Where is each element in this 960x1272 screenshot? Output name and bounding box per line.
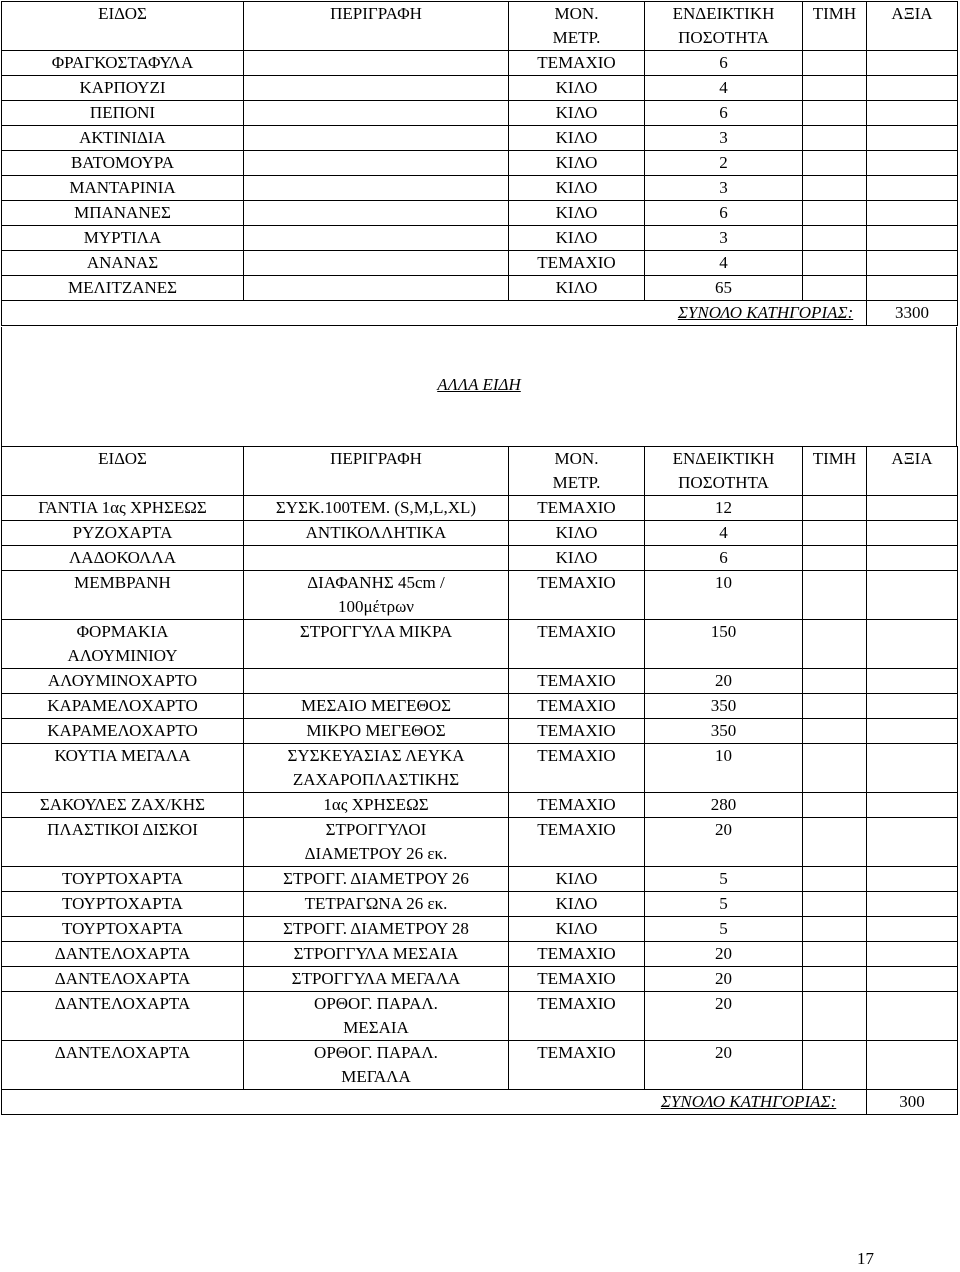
description-cell [244,151,509,176]
price-cell [803,694,867,719]
value-cell [867,669,958,694]
other-items-table [1,446,958,1115]
description-cell: ΣΤΡΟΓΓ. ΔΙΑΜΕΤΡΟΥ 26 [244,867,509,892]
item-cell: ΜΕΜΒΡΑΝΗ [2,571,244,620]
quantity-cell: 20 [645,669,803,694]
item-cell: ΠΛΑΣΤΙΚΟΙ ΔΙΣΚΟΙ [2,818,244,867]
price-cell [803,51,867,76]
table-row [2,719,958,744]
header-description: ΠΕΡΙΓΡΑΦΗ [244,2,509,51]
unit-cell: ΤΕΜΑΧΙΟ [509,571,645,620]
unit-cell: ΤΕΜΑΧΙΟ [509,992,645,1041]
price-cell [803,744,867,793]
item-cell: ΓΑΝΤΙΑ 1ας ΧΡΗΣΕΩΣ [2,496,244,521]
quantity-cell: 20 [645,818,803,867]
quantity-cell: 4 [645,521,803,546]
unit-cell: ΚΙΛΟ [509,126,645,151]
item-cell: ΚΑΡΑΜΕΛΟΧΑΡΤΟ [2,694,244,719]
value-cell [867,496,958,521]
header-value: ΑΞΙΑ [867,2,958,51]
unit-cell: ΚΙΛΟ [509,151,645,176]
description-cell: 1ας ΧΡΗΣΕΩΣ [244,793,509,818]
header-item: ΕΙΔΟΣ [2,447,244,496]
table-row [2,917,958,942]
price-cell [803,251,867,276]
price-cell [803,496,867,521]
description-cell [244,201,509,226]
price-cell [803,276,867,301]
quantity-cell: 65 [645,276,803,301]
category-total-row [2,1090,958,1115]
value-cell [867,744,958,793]
item-cell: ΠΕΠΟΝΙ [2,101,244,126]
section-title: ΑΛΛΑ ΕΙΔΗ [437,375,521,394]
item-cell: ΔΑΝΤΕΛΟΧΑΡΤΑ [2,992,244,1041]
quantity-cell: 20 [645,1041,803,1090]
value-cell [867,1041,958,1090]
description-cell [244,669,509,694]
item-cell: ΑΛΟΥΜΙΝΟΧΑΡΤΟ [2,669,244,694]
table-row [2,101,958,126]
table-row [2,51,958,76]
header-value: ΑΞΙΑ [867,447,958,496]
value-cell [867,201,958,226]
price-cell [803,867,867,892]
total-label-cell [2,1090,867,1115]
quantity-cell: 4 [645,76,803,101]
quantity-cell: 350 [645,719,803,744]
page-number: 17 [857,1249,874,1268]
unit-cell: ΤΕΜΑΧΙΟ [509,719,645,744]
table-row [2,521,958,546]
price-cell [803,719,867,744]
item-cell: ΡΥΖΟΧΑΡΤΑ [2,521,244,546]
table-row [2,201,958,226]
price-cell [803,126,867,151]
table-row [2,992,958,1041]
value-cell [867,176,958,201]
item-cell: ΔΑΝΤΕΛΟΧΑΡΤΑ [2,1041,244,1090]
header-quantity: ΕΝΔΕΙΚΤΙΚΗ ΠΟΣΟΤΗΤΑ [645,447,803,496]
price-cell [803,818,867,867]
quantity-cell: 5 [645,917,803,942]
quantity-cell: 20 [645,967,803,992]
table-row [2,571,958,620]
value-cell [867,571,958,620]
item-cell: ΦΡΑΓΚΟΣΤΑΦΥΛΑ [2,51,244,76]
quantity-cell: 20 [645,942,803,967]
fruits-table [1,1,958,326]
unit-cell: ΚΙΛΟ [509,546,645,571]
item-cell: ΒΑΤΟΜΟΥΡΑ [2,151,244,176]
price-cell [803,793,867,818]
item-cell: ΚΑΡΑΜΕΛΟΧΑΡΤΟ [2,719,244,744]
description-cell [244,76,509,101]
header-quantity: ΕΝΔΕΙΚΤΙΚΗ ΠΟΣΟΤΗΤΑ [645,2,803,51]
value-cell [867,276,958,301]
table-row [2,818,958,867]
description-cell: ΣΤΡΟΓΓΥΛΟΙ ΔΙΑΜΕΤΡΟΥ 26 εκ. [244,818,509,867]
item-cell: ΤΟΥΡΤΟΧΑΡΤΑ [2,892,244,917]
quantity-cell: 10 [645,571,803,620]
description-cell: ΟΡΘΟΓ. ΠΑΡΑΛ. ΜΕΣΑΙΑ [244,992,509,1041]
table-row [2,620,958,669]
table-row [2,546,958,571]
table-row [2,226,958,251]
price-cell [803,1041,867,1090]
unit-cell: ΚΙΛΟ [509,917,645,942]
unit-cell: ΤΕΜΑΧΙΟ [509,818,645,867]
table-row [2,276,958,301]
description-cell [244,251,509,276]
unit-cell: ΚΙΛΟ [509,201,645,226]
value-cell [867,867,958,892]
quantity-cell: 3 [645,176,803,201]
description-cell: ΣΤΡΟΓΓΥΛΑ ΜΕΓΑΛΑ [244,967,509,992]
item-cell: ΔΑΝΤΕΛΟΧΑΡΤΑ [2,967,244,992]
table-row [2,942,958,967]
table-header-row [2,447,958,496]
table-row [2,176,958,201]
description-cell [244,226,509,251]
price-cell [803,620,867,669]
value-cell [867,226,958,251]
price-cell [803,201,867,226]
unit-cell: ΚΙΛΟ [509,101,645,126]
total-label: ΣΥΝΟΛΟ ΚΑΤΗΓΟΡΙΑΣ: [660,1092,837,1111]
total-value: 3300 [867,301,958,326]
item-cell: ΤΟΥΡΤΟΧΑΡΤΑ [2,917,244,942]
item-cell: ΛΑΔΟΚΟΛΛΑ [2,546,244,571]
price-cell [803,892,867,917]
description-cell: ΜΙΚΡΟ ΜΕΓΕΘΟΣ [244,719,509,744]
price-cell [803,176,867,201]
table-row [2,669,958,694]
unit-cell: ΚΙΛΟ [509,76,645,101]
quantity-cell: 6 [645,101,803,126]
value-cell [867,917,958,942]
unit-cell: ΤΕΜΑΧΙΟ [509,942,645,967]
table-row [2,1041,958,1090]
value-cell [867,101,958,126]
item-cell: ΚΑΡΠΟΥΖΙ [2,76,244,101]
value-cell [867,620,958,669]
description-cell: ΣΥΣΚ.100ΤΕΜ. (S,M,L,XL) [244,496,509,521]
quantity-cell: 280 [645,793,803,818]
quantity-cell: 6 [645,546,803,571]
price-cell [803,992,867,1041]
value-cell [867,251,958,276]
value-cell [867,126,958,151]
item-cell: ΑΝΑΝΑΣ [2,251,244,276]
unit-cell: ΤΕΜΑΧΙΟ [509,496,645,521]
unit-cell: ΚΙΛΟ [509,276,645,301]
price-cell [803,546,867,571]
description-cell: ΤΕΤΡΑΓΩΝΑ 26 εκ. [244,892,509,917]
total-label: ΣΥΝΟΛΟ ΚΑΤΗΓΟΡΙΑΣ: [677,303,854,322]
unit-cell: ΤΕΜΑΧΙΟ [509,967,645,992]
price-cell [803,76,867,101]
table-row [2,892,958,917]
unit-cell: ΤΕΜΑΧΙΟ [509,669,645,694]
value-cell [867,694,958,719]
item-cell: ΜΥΡΤΙΛΑ [2,226,244,251]
header-description: ΠΕΡΙΓΡΑΦΗ [244,447,509,496]
item-cell: ΔΑΝΤΕΛΟΧΑΡΤΑ [2,942,244,967]
unit-cell: ΤΕΜΑΧΙΟ [509,744,645,793]
price-cell [803,101,867,126]
unit-cell: ΚΙΛΟ [509,521,645,546]
value-cell [867,793,958,818]
table-header-row [2,2,958,51]
quantity-cell: 2 [645,151,803,176]
price-cell [803,521,867,546]
value-cell [867,992,958,1041]
value-cell [867,719,958,744]
value-cell [867,151,958,176]
table-row [2,793,958,818]
item-cell: ΤΟΥΡΤΟΧΑΡΤΑ [2,867,244,892]
value-cell [867,892,958,917]
value-cell [867,818,958,867]
unit-cell: ΚΙΛΟ [509,226,645,251]
quantity-cell: 350 [645,694,803,719]
table-row [2,967,958,992]
header-item: ΕΙΔΟΣ [2,2,244,51]
description-cell: ΔΙΑΦΑΝΗΣ 45cm / 100μέτρων [244,571,509,620]
unit-cell: ΤΕΜΑΧΙΟ [509,1041,645,1090]
description-cell [244,51,509,76]
unit-cell: ΤΕΜΑΧΙΟ [509,251,645,276]
price-cell [803,571,867,620]
quantity-cell: 6 [645,51,803,76]
table-row [2,251,958,276]
table-row [2,76,958,101]
unit-cell: ΚΙΛΟ [509,867,645,892]
quantity-cell: 10 [645,744,803,793]
header-unit: ΜΟΝ. ΜΕΤΡ. [509,2,645,51]
quantity-cell: 12 [645,496,803,521]
description-cell [244,546,509,571]
price-cell [803,942,867,967]
description-cell: ΜΕΣΑΙΟ ΜΕΓΕΘΟΣ [244,694,509,719]
description-cell [244,276,509,301]
item-cell: ΑΚΤΙΝΙΔΙΑ [2,126,244,151]
unit-cell: ΤΕΜΑΧΙΟ [509,694,645,719]
price-cell [803,669,867,694]
header-unit: ΜΟΝ. ΜΕΤΡ. [509,447,645,496]
unit-cell: ΤΕΜΑΧΙΟ [509,793,645,818]
description-cell: ΣΤΡΟΓΓΥΛΑ ΜΕΣΑΙΑ [244,942,509,967]
table-row [2,151,958,176]
quantity-cell: 5 [645,892,803,917]
value-cell [867,521,958,546]
description-cell [244,101,509,126]
price-cell [803,967,867,992]
quantity-cell: 150 [645,620,803,669]
category-total-row [2,301,958,326]
item-cell: ΜΑΝΤΑΡΙΝΙΑ [2,176,244,201]
item-cell: ΜΕΛΙΤΖΑΝΕΣ [2,276,244,301]
unit-cell: ΚΙΛΟ [509,176,645,201]
price-cell [803,917,867,942]
price-cell [803,151,867,176]
value-cell [867,942,958,967]
description-cell: ΣΥΣΚΕΥΑΣΙΑΣ ΛΕΥΚΑ ΖΑΧΑΡΟΠΛΑΣΤΙΚΗΣ [244,744,509,793]
quantity-cell: 20 [645,992,803,1041]
table-row [2,744,958,793]
header-price: ΤΙΜΗ [803,447,867,496]
section-gap [1,327,957,446]
description-cell: ΣΤΡΟΓΓΥΛΑ ΜΙΚΡΑ [244,620,509,669]
quantity-cell: 3 [645,126,803,151]
quantity-cell: 4 [645,251,803,276]
table-row [2,867,958,892]
total-value: 300 [867,1090,958,1115]
value-cell [867,76,958,101]
value-cell [867,51,958,76]
total-label-cell [2,301,867,326]
quantity-cell: 3 [645,226,803,251]
quantity-cell: 6 [645,201,803,226]
price-cell [803,226,867,251]
item-cell: ΦΟΡΜΑΚΙΑ ΑΛΟΥΜΙΝΙΟΥ [2,620,244,669]
value-cell [867,967,958,992]
item-cell: ΣΑΚΟΥΛΕΣ ΖΑΧ/ΚΗΣ [2,793,244,818]
description-cell: ΟΡΘΟΓ. ΠΑΡΑΛ. ΜΕΓΑΛΑ [244,1041,509,1090]
table-row [2,496,958,521]
unit-cell: ΤΕΜΑΧΙΟ [509,51,645,76]
description-cell: ΑΝΤΙΚΟΛΛΗΤΙΚΑ [244,521,509,546]
table-row [2,126,958,151]
quantity-cell: 5 [645,867,803,892]
unit-cell: ΤΕΜΑΧΙΟ [509,620,645,669]
description-cell: ΣΤΡΟΓΓ. ΔΙΑΜΕΤΡΟΥ 28 [244,917,509,942]
description-cell [244,176,509,201]
item-cell: ΚΟΥΤΙΑ ΜΕΓΑΛΑ [2,744,244,793]
header-price: ΤΙΜΗ [803,2,867,51]
unit-cell: ΚΙΛΟ [509,892,645,917]
item-cell: ΜΠΑΝΑΝΕΣ [2,201,244,226]
value-cell [867,546,958,571]
table-row [2,694,958,719]
description-cell [244,126,509,151]
